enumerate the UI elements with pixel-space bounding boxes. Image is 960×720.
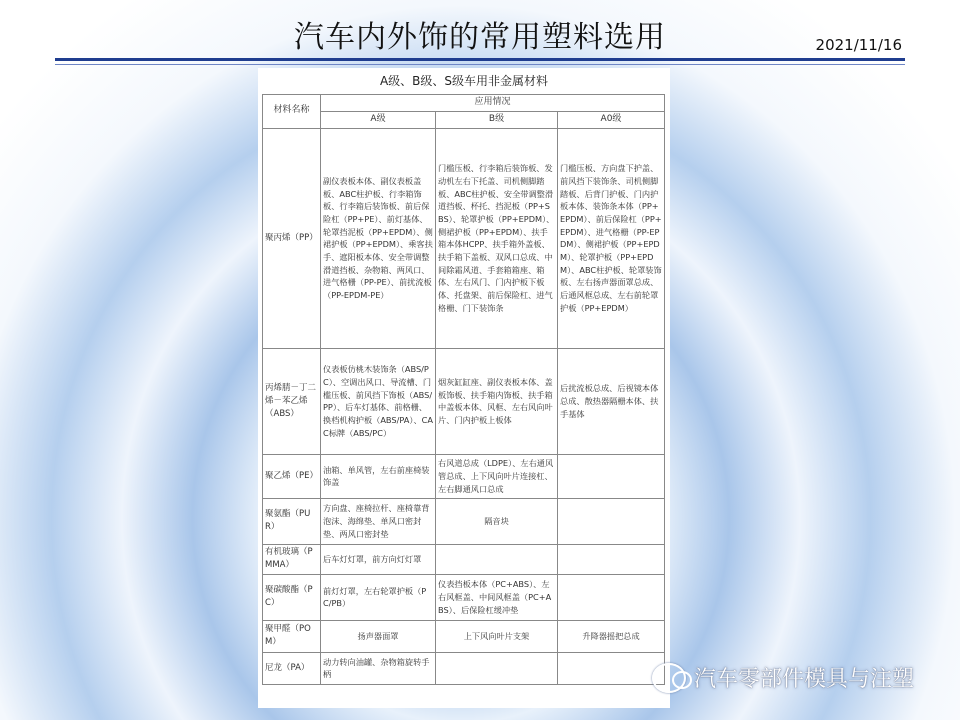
grade-a-cell: 前灯灯罩，左右轮罩护板（PC/PB）: [321, 574, 436, 620]
grade-a0-cell: [558, 498, 665, 544]
grade-a0-cell: [558, 652, 665, 684]
grade-a0-cell: [558, 574, 665, 620]
material-cell: 聚乙烯（PE）: [263, 454, 321, 498]
material-cell: 尼龙（PA）: [263, 652, 321, 684]
grade-a-cell: 动力转向油罐、杂物箱旋转手柄: [321, 652, 436, 684]
table-row: [263, 128, 665, 348]
title-divider-thin: [55, 64, 905, 65]
table-subheader-row: [263, 111, 665, 128]
header-grade-a: A级: [321, 111, 436, 128]
material-cell: 丙烯腈－丁二烯－苯乙烯（ABS）: [263, 348, 321, 454]
grade-b-cell: 右风道总成（LDPE）、左右通风管总成、上下风向叶片连接杠、左右脚通风口总成: [436, 454, 558, 498]
grade-a0-cell: [558, 454, 665, 498]
grade-b-cell: [436, 652, 558, 684]
table-row: [263, 544, 665, 574]
table-row: [263, 620, 665, 652]
grade-b-cell: 烟灰缸缸座、副仪表板本体、盖板饰板、扶手箱内饰板、扶手箱中盖板本体、风框、左右风向叶片、门内护板上板体: [436, 348, 558, 454]
grade-a-cell: 方向盘、座椅拉杆、座椅靠背泡沫、海绵垫、单风口密封垫、两风口密封垫: [321, 498, 436, 544]
table-caption: A级、B级、S级车用非金属材料: [379, 74, 549, 88]
table-row: [263, 348, 665, 454]
material-cell: 聚丙烯（PP）: [263, 128, 321, 348]
grade-b-cell: 门槛压板、行李箱后装饰板、发动机左右下托盖、司机侧脚踏板、ABC柱护板、安全带调整滑道挡板、杯托、挡泥板（PP+SBS）、轮罩护板（PP+EPDM）、侧裙护板（PP+EPDM）、扶手箱本体HCPP、扶手箱外盖板、扶手箱下盖板、双风口总成、中间除霜风道、手套箱箱座、箱体、左右风门、门内护板下板体、托盘架、前后保险杠、进气格栅、门下装饰条: [436, 128, 558, 348]
slide-title: 汽车内外饰的常用塑料选用: [294, 20, 666, 55]
grade-b-cell: 隔音块: [436, 498, 558, 544]
watermark: [652, 662, 914, 693]
grade-a-cell: 后车灯灯罩，前方向灯灯罩: [321, 544, 436, 574]
header-grade-b: B级: [436, 111, 558, 128]
grade-a0-cell: 升降器摇把总成: [558, 620, 665, 652]
header-grade-a0: A0级: [558, 111, 665, 128]
material-cell: 聚碳酸酯（PC）: [263, 574, 321, 620]
table-header-row: [263, 95, 665, 112]
watermark-text: 汽车零部件模具与注塑: [694, 667, 915, 692]
table-row: [263, 454, 665, 498]
header-material: 材料名称: [263, 95, 321, 129]
grade-a0-cell: 门槛压板、方向盘下护盖、前风挡下装饰条、司机侧脚踏板、后背门护板、门内护板本体、装饰条本体（PP+EPDM）、前后保险杠（PP+EPDM）、进气格栅（PP-EPDM）、侧裙护板（PP+EPDM）、轮罩护板（PP+EPDM）、ABC柱护板、轮罩装饰板、左右扬声器面罩总成、后通风框总成、左右前轮罩护板（PP+EPDM）: [558, 128, 665, 348]
grade-b-cell: [436, 544, 558, 574]
header-usage: 应用情况: [321, 95, 665, 112]
grade-b-cell: 仪表挡板本体（PC+ABS）、左右风框盖、中间风框盖（PC+ABS）、后保险杠缓冲垫: [436, 574, 558, 620]
table-row: [263, 652, 665, 684]
title-divider: [55, 58, 905, 61]
material-cell: 聚氨酯（PUR）: [263, 498, 321, 544]
grade-a-cell: 仪表板仿桃木装饰条（ABS/PC）、空调出风口、导流槽、门槛压板、前风挡下饰板（ABS/PP）、后车灯基体、前格栅、换档机构护板（ABS/PA）、CAC标牌（ABS/PC）: [321, 348, 436, 454]
material-cell: 有机玻璃（PMMA）: [263, 544, 321, 574]
grade-b-cell: 上下风向叶片支架: [436, 620, 558, 652]
materials-table: [262, 94, 665, 685]
grade-a-cell: 扬声器面罩: [321, 620, 436, 652]
grade-a-cell: 油箱、单风管，左右前座椅装饰盖: [321, 454, 436, 498]
grade-a0-cell: 后扰流板总成、后视镜本体总成、散热器隔栅本体、扶手基体: [558, 348, 665, 454]
grade-a-cell: 副仪表板本体、副仪表板盖板、ABC柱护板、行李箱饰板、行李箱后装饰板、前后保险杠（PP+PE）、前灯基体、轮罩挡泥板（PP+EPDM）、侧裙护板（PP+EPDM）、乘客扶手、遮阳板本体、安全带调整滑道挡板、杂物箱、两风口、进气格栅（PP-PE）、前扰流板（PP-EPDM-PE）: [321, 128, 436, 348]
wechat-icon: [652, 663, 686, 693]
slide-date: 2021/11/16: [815, 36, 902, 54]
grade-a0-cell: [558, 544, 665, 574]
table-row: [263, 498, 665, 544]
materials-table-image: [258, 68, 670, 708]
material-cell: 聚甲醛（POM）: [263, 620, 321, 652]
table-row: [263, 574, 665, 620]
